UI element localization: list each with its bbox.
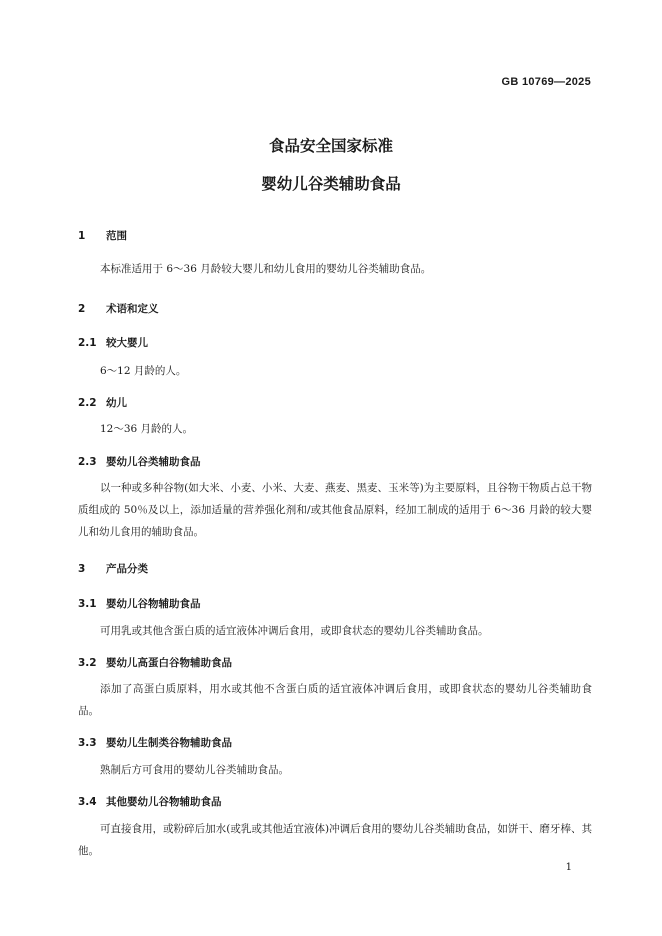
section-title: 较大婴儿	[106, 337, 148, 349]
section-number: 2.2	[78, 397, 97, 409]
document-title: 食品安全国家标准	[268, 137, 393, 155]
section-3-1-text: 可用乳或其他含蛋白质的适宜液体冲调后食用，或即食状态的婴幼儿谷类辅助食品。	[100, 625, 489, 637]
section-3-2-text: 添加了高蛋白质原料，用水或其他不含蛋白质的适宜液体冲调后食用，或即食状态的婴幼儿谷类辅助食品。	[78, 683, 592, 717]
section-title: 其他婴幼儿谷物辅助食品	[106, 796, 222, 808]
section-number: 3.3	[78, 737, 97, 749]
section-title: 婴幼儿高蛋白谷物辅助食品	[106, 657, 232, 669]
page-number: 1	[565, 862, 572, 873]
section-title: 范围	[106, 230, 127, 242]
section-heading-3-4	[78, 794, 222, 809]
section-1-text: 本标准适用于 6～36 月龄较大婴儿和幼儿食用的婴幼儿谷类辅助食品。	[100, 263, 432, 275]
section-heading-3-2	[78, 655, 232, 670]
section-number: 2.1	[78, 337, 97, 349]
section-heading-2-1	[78, 335, 148, 350]
section-number: 3.4	[78, 796, 97, 808]
section-number: 2.3	[78, 456, 97, 468]
section-number: 3	[78, 563, 86, 575]
section-title: 术语和定义	[106, 303, 159, 315]
section-number: 2	[78, 303, 86, 315]
section-number: 3.2	[78, 657, 97, 669]
section-number: 1	[78, 230, 86, 242]
section-title: 婴幼儿谷物辅助食品	[106, 598, 201, 610]
section-2-3-text: 以一种或多种谷物(如大米、小麦、小米、大麦、燕麦、黑麦、玉米等)为主要原料，且谷物干物质占总干物质组成的 50％及以上，添加适量的营养强化剂和/或其他食品原料，经加工制成的适用于 6～36 月龄的较大婴儿和幼儿食用的辅助食品。	[78, 482, 592, 538]
section-heading-2-2	[78, 395, 127, 410]
section-number: 3.1	[78, 598, 97, 610]
document-subtitle: 婴幼儿谷类辅助食品	[261, 175, 401, 193]
section-heading-2	[78, 301, 159, 316]
section-heading-3-1	[78, 596, 201, 611]
section-heading-1	[78, 228, 127, 243]
section-heading-3	[78, 561, 148, 576]
section-3-4-text: 可直接食用，或粉碎后加水(或乳或其他适宜液体)冲调后食用的婴幼儿谷类辅助食品，如饼干、磨牙棒、其他。	[78, 823, 592, 857]
standard-code: GB 10769—2025	[501, 76, 591, 88]
section-title: 婴幼儿谷类辅助食品	[106, 456, 201, 468]
section-3-3-text: 熟制后方可食用的婴幼儿谷类辅助食品。	[100, 764, 289, 776]
section-title: 婴幼儿生制类谷物辅助食品	[106, 737, 232, 749]
section-title: 产品分类	[106, 563, 148, 575]
section-2-1-text: 6～12 月龄的人。	[100, 365, 187, 377]
section-title: 幼儿	[106, 397, 127, 409]
section-2-2-text: 12～36 月龄的人。	[100, 423, 194, 435]
section-heading-2-3	[78, 454, 201, 469]
section-heading-3-3	[78, 735, 232, 750]
